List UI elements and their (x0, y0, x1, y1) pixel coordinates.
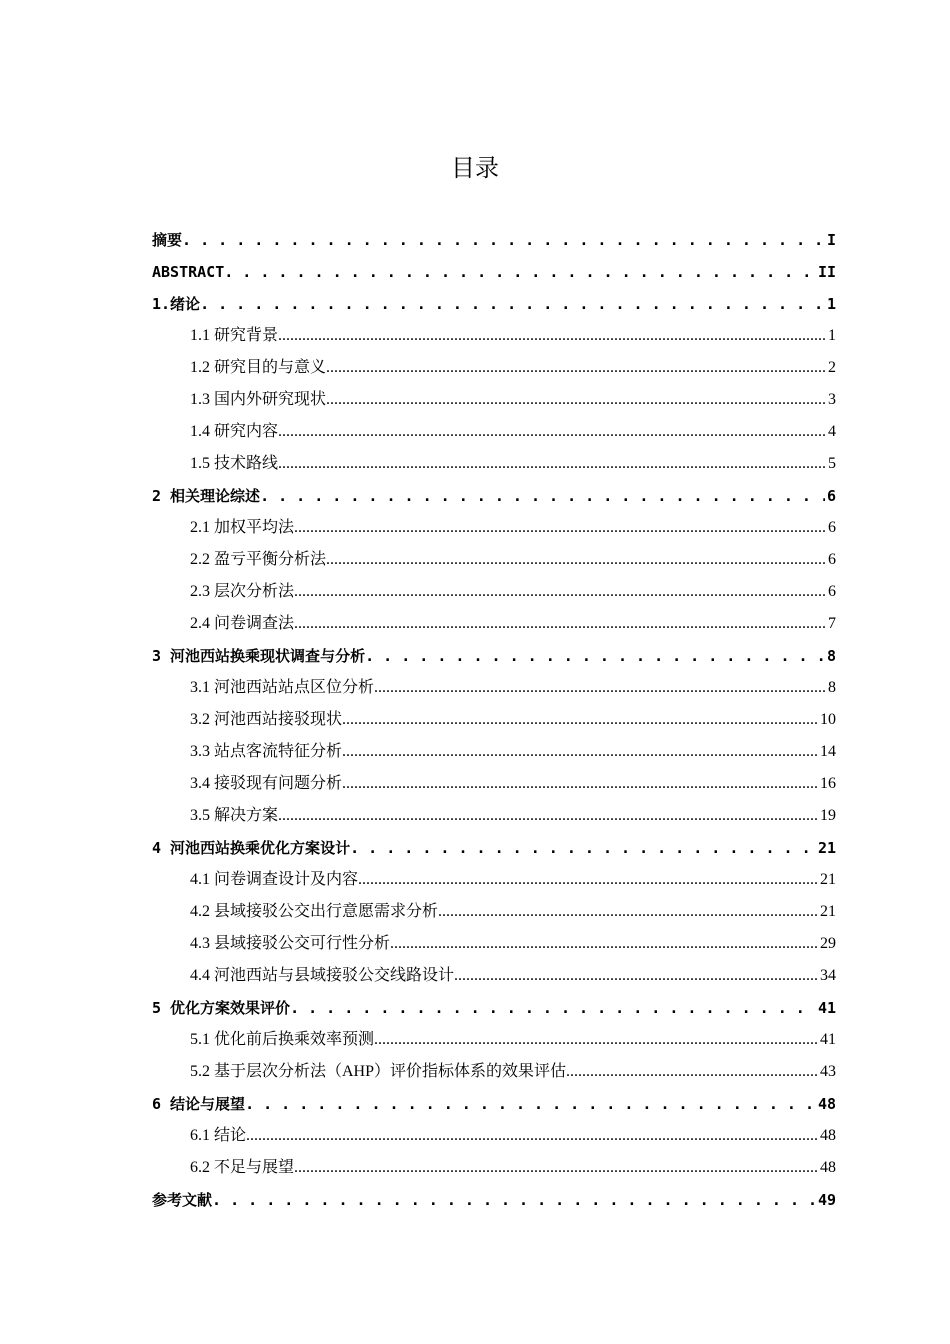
toc-page-number: 48 (820, 1127, 836, 1144)
toc-entry-title: 1.1 研究背景 (190, 327, 279, 344)
toc-dot-leader (278, 422, 826, 446)
toc-chapter-entry[interactable] (152, 1086, 836, 1118)
toc-section-entry[interactable] (152, 1022, 836, 1054)
toc-section-entry[interactable] (152, 894, 836, 926)
toc-entry-title: 4.2 县域接驳公交出行意愿需求分析 (190, 903, 439, 920)
toc-entry-title: 2.1 加权平均法 (190, 519, 295, 536)
toc-dot-leader (278, 326, 826, 350)
toc-page-number: 4 (828, 423, 836, 440)
toc-chapter-entry[interactable] (152, 990, 836, 1022)
toc-dot-leader (260, 486, 825, 510)
toc-dot-leader (200, 294, 825, 318)
toc-section-entry[interactable] (152, 1118, 836, 1150)
toc-section-entry[interactable] (152, 1054, 836, 1086)
toc-entry-title: 1.3 国内外研究现状 (190, 391, 327, 408)
toc-page-number: 16 (820, 775, 836, 792)
toc-section-entry[interactable] (152, 542, 836, 574)
toc-dot-leader (294, 1158, 818, 1182)
toc-page-number: II (817, 263, 836, 281)
toc-entry-title: 4.3 县域接驳公交可行性分析 (190, 935, 391, 952)
toc-page-number: 6 (826, 487, 836, 505)
toc-page-number: 21 (817, 839, 836, 857)
toc-page-number: 14 (820, 743, 836, 760)
toc-page-number: 48 (817, 1095, 836, 1113)
toc-section-entry[interactable] (152, 702, 836, 734)
toc-chapter-entry[interactable] (152, 1182, 836, 1214)
toc-dot-leader (358, 870, 818, 894)
toc-section-entry[interactable] (152, 926, 836, 958)
toc-entry-title: 3.1 河池西站站点区位分析 (190, 679, 375, 696)
toc-page-number: 7 (828, 615, 836, 632)
toc-chapter-entry[interactable] (152, 478, 836, 510)
toc-chapter-entry[interactable] (152, 830, 836, 862)
toc-section-entry[interactable] (152, 958, 836, 990)
toc-page-number: 6 (828, 551, 836, 568)
toc-dot-leader (374, 678, 826, 702)
toc-dot-leader (342, 710, 818, 734)
toc-entry-title: 1.绪论 (152, 295, 201, 313)
toc-dot-leader (290, 998, 816, 1022)
toc-page-number: 6 (828, 519, 836, 536)
toc-section-entry[interactable] (152, 670, 836, 702)
toc-section-entry[interactable] (152, 1150, 836, 1182)
toc-dot-leader (278, 806, 818, 830)
toc-page-number: 34 (820, 967, 836, 984)
toc-section-entry[interactable] (152, 862, 836, 894)
toc-dot-leader (294, 614, 826, 638)
table-of-contents (152, 222, 836, 1214)
toc-dot-leader (182, 230, 825, 254)
toc-dot-leader (342, 774, 818, 798)
toc-page-number: 29 (820, 935, 836, 952)
toc-entry-title: 3.2 河池西站接驳现状 (190, 711, 343, 728)
toc-chapter-entry[interactable] (152, 638, 836, 670)
toc-page-number: 41 (817, 999, 836, 1017)
toc-page-number: 41 (820, 1031, 836, 1048)
toc-dot-leader (566, 1062, 818, 1086)
toc-page-number: I (826, 231, 836, 249)
toc-entry-title: ABSTRACT (152, 263, 225, 281)
toc-entry-title: 1.5 技术路线 (190, 455, 279, 472)
toc-dot-leader (245, 1094, 816, 1118)
toc-dot-leader (246, 1126, 818, 1150)
toc-entry-title: 3.3 站点客流特征分析 (190, 743, 343, 760)
toc-entry-title: 4 河池西站换乘优化方案设计 (152, 839, 351, 857)
toc-dot-leader (454, 966, 818, 990)
toc-dot-leader (326, 550, 826, 574)
toc-dot-leader (342, 742, 818, 766)
toc-section-entry[interactable] (152, 510, 836, 542)
toc-section-entry[interactable] (152, 606, 836, 638)
toc-dot-leader (294, 582, 826, 606)
toc-entry-title: 3.4 接驳现有问题分析 (190, 775, 343, 792)
toc-page-number: 6 (828, 583, 836, 600)
toc-dot-leader (326, 358, 826, 382)
toc-entry-title: 5 优化方案效果评价 (152, 999, 291, 1017)
toc-entry-title: 2 相关理论综述 (152, 487, 261, 505)
toc-dot-leader (365, 646, 825, 670)
toc-section-entry[interactable] (152, 734, 836, 766)
toc-entry-title: 1.4 研究内容 (190, 423, 279, 440)
toc-section-entry[interactable] (152, 798, 836, 830)
toc-entry-title: 参考文献 (152, 1191, 213, 1209)
toc-section-entry[interactable] (152, 350, 836, 382)
toc-dot-leader (390, 934, 818, 958)
toc-section-entry[interactable] (152, 766, 836, 798)
toc-page-number: 10 (820, 711, 836, 728)
toc-page-number: 5 (828, 455, 836, 472)
toc-page-number: 48 (820, 1159, 836, 1176)
toc-entry-title: 5.2 基于层次分析法（AHP）评价指标体系的效果评估 (190, 1063, 567, 1080)
toc-entry-title: 4.1 问卷调查设计及内容 (190, 871, 359, 888)
toc-dot-leader (294, 518, 826, 542)
toc-entry-title: 5.1 优化前后换乘效率预测 (190, 1031, 375, 1048)
toc-page-number: 49 (817, 1191, 836, 1209)
toc-section-entry[interactable] (152, 574, 836, 606)
toc-page-number: 43 (820, 1063, 836, 1080)
toc-dot-leader (278, 454, 826, 478)
toc-dot-leader (326, 390, 826, 414)
toc-section-entry[interactable] (152, 446, 836, 478)
toc-section-entry[interactable] (152, 382, 836, 414)
toc-page-number: 21 (820, 871, 836, 888)
toc-page-number: 1 (826, 295, 836, 313)
toc-page-number: 3 (828, 391, 836, 408)
toc-page-number: 21 (820, 903, 836, 920)
toc-entry-title: 6.2 不足与展望 (190, 1159, 295, 1176)
toc-entry-title: 3 河池西站换乘现状调查与分析 (152, 647, 366, 665)
toc-section-entry[interactable] (152, 318, 836, 350)
toc-page-number: 1 (828, 327, 836, 344)
toc-chapter-entry[interactable] (152, 286, 836, 318)
toc-entry-title: 2.3 层次分析法 (190, 583, 295, 600)
toc-entry-title: 2.2 盈亏平衡分析法 (190, 551, 327, 568)
toc-entry-title: 摘要 (152, 231, 183, 249)
toc-entry-title: 6 结论与展望 (152, 1095, 246, 1113)
toc-entry-title: 3.5 解决方案 (190, 807, 279, 824)
toc-dot-leader (224, 262, 816, 286)
toc-chapter-entry[interactable] (152, 254, 836, 286)
toc-entry-title: 6.1 结论 (190, 1127, 247, 1144)
toc-entry-title: 1.2 研究目的与意义 (190, 359, 327, 376)
toc-entry-title: 4.4 河池西站与县域接驳公交线路设计 (190, 967, 455, 984)
toc-section-entry[interactable] (152, 414, 836, 446)
toc-dot-leader (350, 838, 816, 862)
toc-chapter-entry[interactable] (152, 222, 836, 254)
toc-title: 目录 (451, 154, 499, 182)
toc-page-number: 19 (820, 807, 836, 824)
toc-dot-leader (438, 902, 818, 926)
toc-entry-title: 2.4 问卷调查法 (190, 615, 295, 632)
toc-page-number: 2 (828, 359, 836, 376)
toc-dot-leader (374, 1030, 818, 1054)
toc-page-number: 8 (828, 679, 836, 696)
toc-page-number: 8 (826, 647, 836, 665)
toc-dot-leader (212, 1190, 816, 1214)
